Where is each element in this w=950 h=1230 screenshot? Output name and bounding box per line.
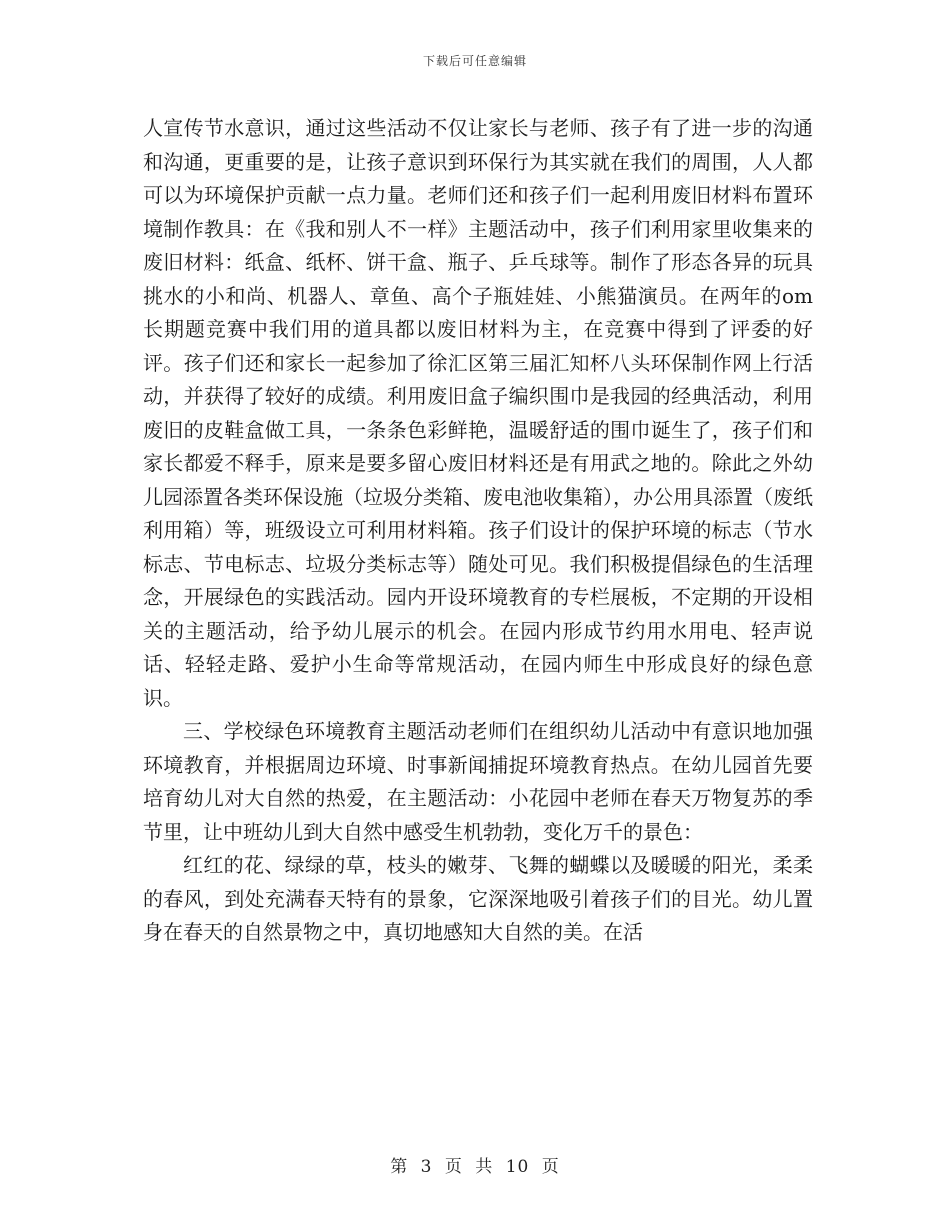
paragraph-continuation: 人宣传节水意识，通过这些活动不仅让家长与老师、孩子有了进一步的沟通和沟通，更重要的是，让孩子意识到环保行为其实就在我们的周围，人人都可以为环境保护贡献一点力量。老师们还和孩子们一起利用废旧材料布置环境制作教具：在《我和别人不一样》主题活动中，孩子们利用家里收集来的废旧材料：纸盒、纸杯、饼干盒、瓶子、乒乓球等。制作了形态各异的玩具挑水的小和尚、机器人、章鱼、高个子瓶娃娃、小熊猫演员。在两年的om长期题竞赛中我们用的道具都以废旧材料为主，在竞赛中得到了评委的好评。孩子们还和家长一起参加了徐汇区第三届汇知杯八头环保制作网上行活动，并获得了较好的成绩。利用废旧盒子编织围巾是我园的经典活动，利用废旧的皮鞋盒做工具，一条条色彩鲜艳，温暖舒适的围巾诞生了，孩子们和家长都爱不释手，原来是要多留心废旧材料还是有用武之地的。除此之外幼儿园添置各类环保设施（垃圾分类箱、废电池收集箱），办公用具添置（废纸利用箱）等，班级设立可利用材料箱。孩子们设计的保护环境的标志（节水标志、节电标志、垃圾分类标志等）随处可见。我们积极提倡绿色的生活理念，开展绿色的实践活动。园内开设环境教育的专栏展板，不定期的开设相关的主题活动，给予幼儿展示的机会。在园内形成节约用水用电、轻声说话、轻轻走路、爱护小生命等常规活动，在园内师生中形成良好的绿色意识。 — [143, 116, 813, 710]
footer-suffix: 页 — [541, 1157, 560, 1177]
footer-prefix: 第 — [390, 1157, 409, 1177]
paragraph-spring-scene: 红红的花、绿绿的草，枝头的嫩芽、飞舞的蝴蝶以及暖暖的阳光，柔柔的春风，到处充满春天特有的景象，它深深地吸引着孩子们的目光。幼儿置身在春天的自然景物之中，真切地感知大自然的美。在活 — [143, 853, 813, 944]
footer-current-page: 3 — [420, 1157, 433, 1177]
footer-total-pages: 10 — [505, 1157, 530, 1177]
footer-total-word: 共 — [475, 1157, 494, 1177]
document-body — [143, 112, 813, 950]
paragraph-section-three: 三、学校绿色环境教育主题活动老师们在组织幼儿活动中有意识地加强环境教育，并根据周边环境、时事新闻捕捉环境教育热点。在幼儿园首先要培育幼儿对大自然的热爱，在主题活动：小花园中老师在春天万物复苏的季节里，让中班幼儿到大自然中感受生机勃勃，变化万千的景色： — [143, 719, 813, 844]
footer-page-word: 页 — [444, 1157, 463, 1177]
page-footer — [0, 1152, 950, 1177]
page-header: 下载后可任意编辑 — [422, 54, 527, 68]
